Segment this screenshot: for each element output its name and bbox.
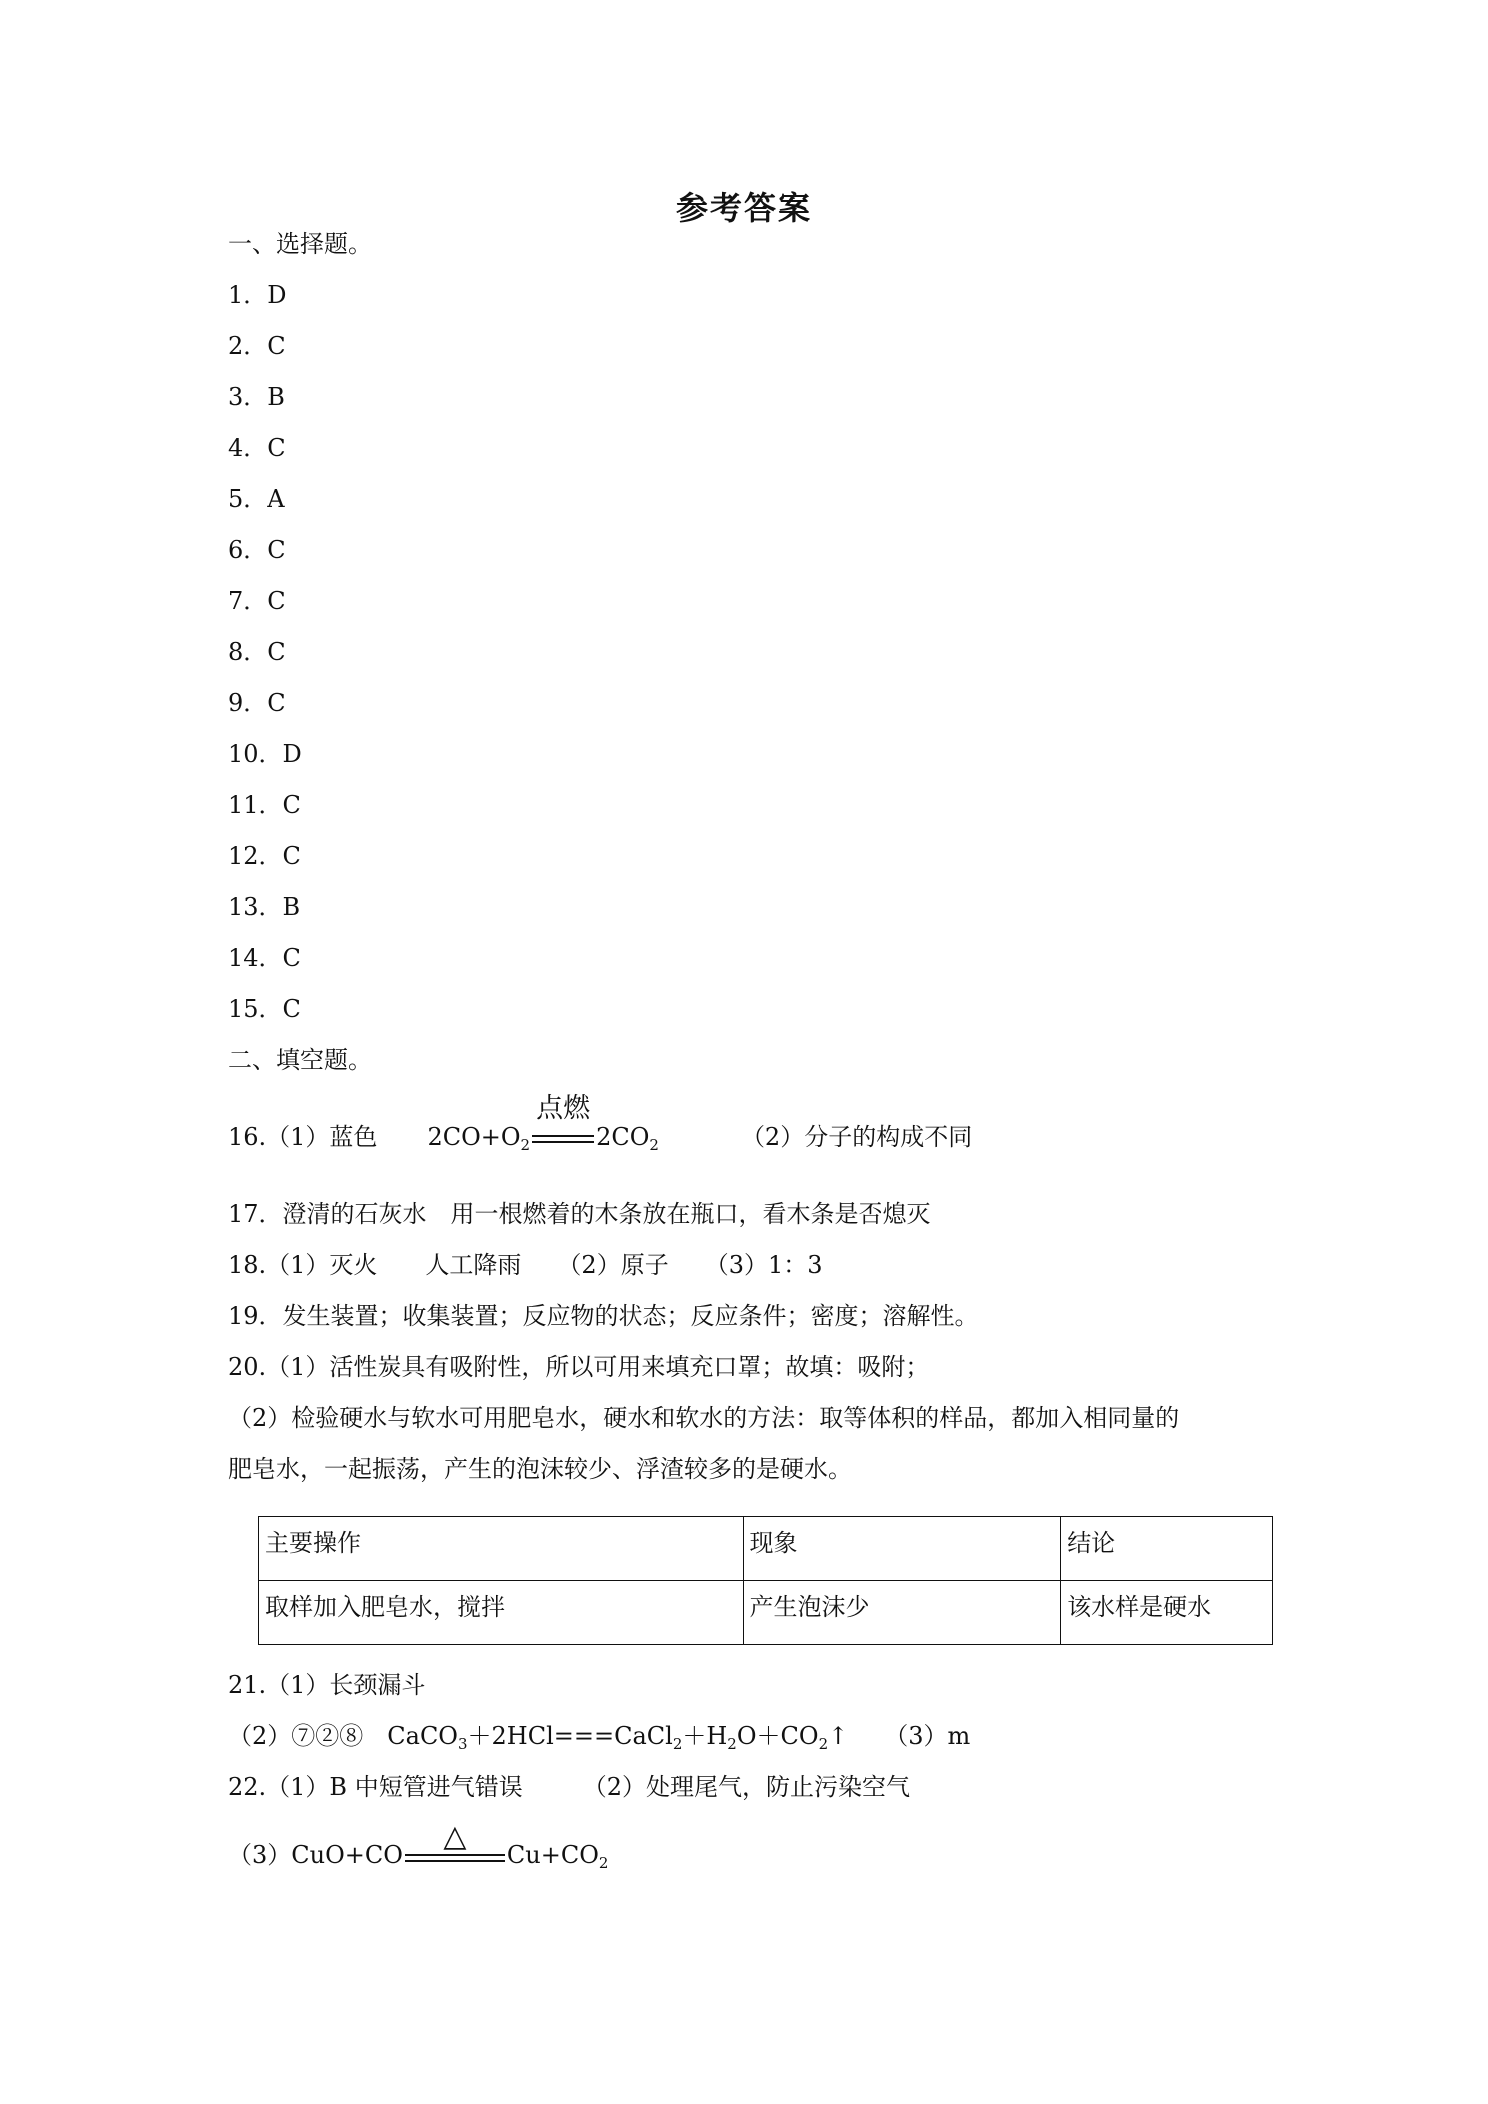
choice-answer-8: 8．C xyxy=(228,638,286,666)
choice-answer-15: 15．C xyxy=(228,995,301,1023)
answer-21-sub: 2 xyxy=(727,1735,737,1753)
page-title: 参考答案 xyxy=(675,189,812,227)
choice-answer-2: 2．C xyxy=(228,332,286,360)
choice-answer-5: 5．A xyxy=(228,485,285,513)
table-row xyxy=(259,1581,1273,1645)
answer-20-line2: （2）检验硬水与软水可用肥皂水，硬水和软水的方法：取等体积的样品，都加入相同量的 xyxy=(228,1404,1180,1432)
table-header-row xyxy=(259,1517,1273,1581)
table-cell: 产生泡沫少 xyxy=(743,1581,1061,1645)
choice-answer-3: 3．B xyxy=(228,383,285,411)
table-cell: 取样加入肥皂水，搅拌 xyxy=(259,1581,744,1645)
answer-21-text-b: ＋2HCl===CaCl xyxy=(467,1722,673,1750)
answer-21-text-a: （2）⑦②⑧ CaCO xyxy=(228,1722,458,1750)
table-header-cell: 结论 xyxy=(1061,1517,1273,1581)
answer-18: 18.（1）灭火 人工降雨 （2）原子 （3）1：3 xyxy=(228,1251,823,1279)
answer-21-line2 xyxy=(228,1721,970,1759)
answer-16-part2: （2）分子的构成不同 xyxy=(740,1123,973,1151)
answer-22-line1: 22.（1）B 中短管进气错误 （2）处理尾气，防止污染空气 xyxy=(228,1773,910,1801)
hard-water-test-table xyxy=(258,1516,1273,1645)
table-header-cell: 现象 xyxy=(743,1517,1061,1581)
answer-21-sub: 2 xyxy=(818,1735,829,1753)
answer-16-eq-left-sub: 2 xyxy=(520,1136,531,1154)
answer-21-text-d: O＋CO xyxy=(736,1722,819,1750)
condition-label: 点燃 xyxy=(536,1092,591,1124)
answer-16-eq-right-sub: 2 xyxy=(649,1136,659,1154)
choice-answer-9: 9．C xyxy=(228,689,286,717)
choice-answer-11: 11．C xyxy=(228,791,301,819)
choice-answer-6: 6．C xyxy=(228,536,286,564)
answer-21-line1: 21.（1）长颈漏斗 xyxy=(228,1671,426,1699)
choice-answer-13: 13．B xyxy=(228,893,301,921)
answer-21-sub: 3 xyxy=(457,1735,468,1753)
answer-21-text-e: ↑ （3）m xyxy=(828,1722,971,1750)
reaction-condition-ignite xyxy=(532,1092,594,1154)
section-fill-heading: 二、填空题。 xyxy=(228,1046,372,1074)
choice-answer-10: 10．D xyxy=(228,740,302,768)
answer-19: 19．发生装置；收集装置；反应物的状态；反应条件；密度；溶解性。 xyxy=(228,1302,979,1330)
answer-20-line3: 肥皂水，一起振荡，产生的泡沫较少、浮渣较多的是硬水。 xyxy=(228,1455,852,1483)
table-cell: 该水样是硬水 xyxy=(1061,1581,1273,1645)
answer-16-eq-left: 2CO+O xyxy=(427,1123,521,1151)
choice-answer-7: 7．C xyxy=(228,587,286,615)
answer-20-line1: 20.（1）活性炭具有吸附性，所以可用来填充口罩；故填：吸附； xyxy=(228,1353,930,1381)
choice-answer-4: 4．C xyxy=(228,434,286,462)
answer-22-line2 xyxy=(228,1818,609,1878)
answer-21-text-c: ＋H xyxy=(682,1722,728,1750)
answer-16-part1: 16.（1）蓝色 xyxy=(228,1123,378,1151)
answer-22-text-b: Cu+CO xyxy=(506,1841,599,1869)
choice-answer-12: 12．C xyxy=(228,842,301,870)
answer-22-sub: 2 xyxy=(598,1854,609,1872)
reaction-condition-heat xyxy=(405,1818,505,1872)
answer-21-sub: 2 xyxy=(672,1735,683,1753)
heat-triangle-icon: △ xyxy=(443,1818,467,1854)
answer-16-eq-right: 2CO xyxy=(596,1123,650,1151)
choice-answer-14: 14．C xyxy=(228,944,301,972)
section-choice-heading: 一、选择题。 xyxy=(228,230,372,258)
answer-16 xyxy=(228,1092,973,1160)
answer-22-text-a: （3）CuO+CO xyxy=(228,1841,403,1869)
table-header-cell: 主要操作 xyxy=(259,1517,744,1581)
choice-answer-1: 1．D xyxy=(228,281,287,309)
answer-17: 17．澄清的石灰水 用一根燃着的木条放在瓶口，看木条是否熄灭 xyxy=(228,1200,931,1228)
